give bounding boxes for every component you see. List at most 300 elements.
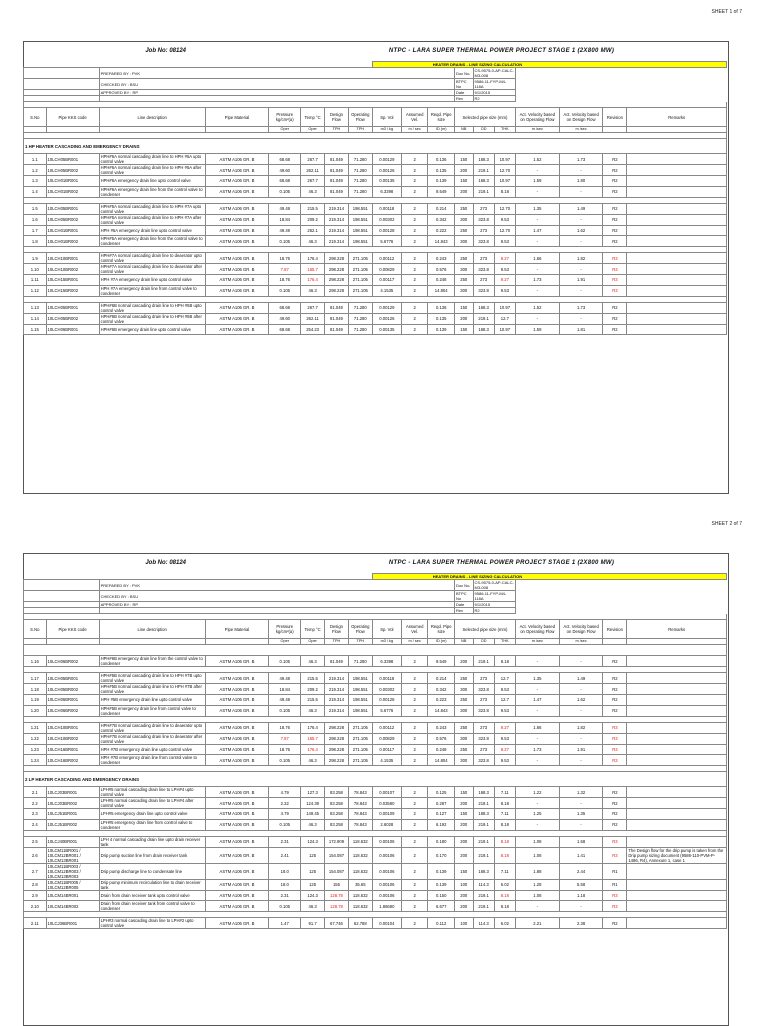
cell-rps: 14.804	[428, 755, 455, 766]
cell-mat: ASTM A106 GR. B	[205, 203, 269, 214]
remarks-cell	[627, 214, 727, 225]
cell-df: 81.049	[325, 165, 349, 176]
cell-v2: 5.58	[559, 879, 603, 890]
cell-mat: ASTM A106 GR. B	[205, 705, 269, 716]
cell-thk: 9.53	[494, 733, 515, 744]
cell-od: 219.1	[473, 798, 494, 809]
unit-cell: m /sec	[559, 127, 603, 133]
cell-od: 219.1	[473, 836, 494, 847]
cell-v1: -	[515, 705, 559, 716]
unit-cell: TPH	[325, 127, 349, 133]
cell-rev: R3	[603, 275, 627, 286]
cell-v2: 1.18	[559, 890, 603, 901]
cell-mat: ASTM A106 GR. B	[205, 744, 269, 755]
cell-nb: 200	[454, 901, 473, 912]
cell-av: 2	[401, 879, 428, 890]
cell-desc: Drip pump discharge line to condensate line	[99, 863, 205, 879]
cell-od: 273	[473, 253, 494, 264]
cell-desc: HPH#6B normal cascading drain line to HPH #5B upto control valve	[99, 302, 205, 313]
cell-t: 215.5	[301, 695, 325, 706]
cell-v1: -	[515, 755, 559, 766]
cell-mat: ASTM A106 GR. B	[205, 253, 269, 264]
cell-p: 2.32	[269, 798, 301, 809]
cell-av: 2	[401, 798, 428, 809]
cell-df: 298.228	[325, 722, 349, 733]
cell-rps: 14.804	[428, 285, 455, 296]
cell-mat: ASTM A106 GR. B	[205, 264, 269, 275]
cell-desc: HPH#7B normal cascading drain line to deaerator after control valve	[99, 733, 205, 744]
cell-df: 81.049	[325, 176, 349, 187]
cell-desc: HPH#5B emergency drain line from control valve to condenser	[99, 705, 205, 716]
unit-cell: m /sec	[515, 127, 559, 133]
cell-t: 46.3	[301, 285, 325, 296]
cell-av: 2	[401, 203, 428, 214]
cell-v1: -	[515, 186, 559, 197]
cell-sno: 2.10	[24, 901, 47, 912]
cell-df: 298.228	[325, 253, 349, 264]
rev-value: R2	[473, 608, 515, 614]
cell-of: 271.105	[348, 253, 372, 264]
cell-desc: HPH#5A normal cascading drain line to HPH #7A after control valve	[99, 214, 205, 225]
cell-df: 298.228	[325, 755, 349, 766]
cell-p: 18.76	[269, 275, 301, 286]
cell-rps: 0.127	[428, 809, 455, 820]
cell-rps: 0.243	[428, 722, 455, 733]
cell-rev: R2	[603, 809, 627, 820]
cell-v1: -	[515, 684, 559, 695]
cell-desc: HPH#7B normal cascading drain line to deaerator upto control valve	[99, 722, 205, 733]
column-header: Pipe KKS code	[46, 620, 99, 639]
cell-kks: 10LCH05BR001	[46, 673, 99, 684]
cell-p: 4.79	[269, 787, 301, 798]
cell-v1: 1.52	[515, 154, 559, 165]
cell-thk: 8.18	[494, 186, 515, 197]
cell-nb: 200	[454, 847, 473, 863]
cell-sv: 0.00117	[372, 744, 401, 755]
cell-t: 209.2	[301, 684, 325, 695]
cell-av: 2	[401, 863, 428, 879]
cell-of: 198.551	[348, 236, 372, 247]
cell-av: 2	[401, 836, 428, 847]
cell-rps: 9.549	[428, 186, 455, 197]
cell-nb: 300	[454, 264, 473, 275]
cell-of: 71.280	[348, 324, 372, 335]
cell-mat: ASTM A106 GR. B	[205, 684, 269, 695]
cell-mat: ASTM A106 GR. B	[205, 863, 269, 879]
cell-sno: 2.6	[24, 847, 47, 863]
cell-thk: 10.97	[494, 154, 515, 165]
table-row	[24, 214, 727, 225]
cell-nb: 150	[454, 302, 473, 313]
cell-rev: R1	[603, 879, 627, 890]
cell-kks: 10LCH05BR001	[46, 154, 99, 165]
table-row	[24, 285, 727, 296]
cell-sno: 1.3	[24, 176, 47, 187]
table-row	[24, 695, 727, 706]
cell-t: 125	[301, 879, 325, 890]
calc-title: HEATER DRAINS - LINE SIZING CALCULATION	[372, 574, 726, 580]
cell-nb: 300	[454, 236, 473, 247]
cell-t: 127.3	[301, 787, 325, 798]
cell-v1: 2.21	[515, 918, 559, 929]
remarks-cell	[627, 809, 727, 820]
cell-of: 62.788	[348, 918, 372, 929]
cell-od: 273	[473, 744, 494, 755]
cell-rev: R2	[603, 695, 627, 706]
cell-t: 267.7	[301, 154, 325, 165]
cell-thk: 9.53	[494, 705, 515, 716]
column-header: Line description	[99, 620, 205, 639]
cell-rev: R1	[603, 863, 627, 879]
cell-mat: ASTM A106 GR. B	[205, 214, 269, 225]
table-row	[24, 186, 727, 197]
cell-av: 2	[401, 684, 428, 695]
cell-df: 298.228	[325, 733, 349, 744]
cell-mat: ASTM A106 GR. B	[205, 186, 269, 197]
remarks-cell	[627, 203, 727, 214]
cell-sno: 1.21	[24, 722, 47, 733]
cell-nb: 150	[454, 863, 473, 879]
cell-kks: 10LCH10BR001	[46, 253, 99, 264]
cell-nb: 200	[454, 656, 473, 667]
cell-df: 154.087	[325, 847, 349, 863]
cell-t: 46.3	[301, 705, 325, 716]
cell-rps: 0.170	[428, 847, 455, 863]
remarks-cell	[627, 684, 727, 695]
cell-mat: ASTM A106 GR. B	[205, 236, 269, 247]
cell-v2: 2.44	[559, 863, 603, 879]
cell-v2: -	[559, 264, 603, 275]
cell-thk: 9.53	[494, 214, 515, 225]
cell-df: 81.049	[325, 186, 349, 197]
cell-v2: -	[559, 236, 603, 247]
cell-rev: R2	[603, 787, 627, 798]
cell-t: 46.3	[301, 236, 325, 247]
remarks-cell	[627, 673, 727, 684]
section-title: 2 LP HEATER CASCADING AND EMERGENCY DRAINS	[24, 772, 727, 787]
unit-cell: ID (m)	[428, 127, 455, 133]
cell-v2: 1.82	[559, 253, 603, 264]
cell-t: 125	[301, 863, 325, 879]
cell-sno: 1.8	[24, 236, 47, 247]
cell-av: 2	[401, 275, 428, 286]
column-header: Reqd. Pipe size	[428, 620, 455, 639]
cell-p: 68.68	[269, 324, 301, 335]
cell-desc: Drip pump suction line from drain receiver tank	[99, 847, 205, 863]
cell-thk: 9.27	[494, 253, 515, 264]
cell-desc: Drain from drain receiver tank upto control valve	[99, 890, 205, 901]
cell-od: 219.1	[473, 819, 494, 830]
cell-nb: 150	[454, 176, 473, 187]
cell-df: 219.314	[325, 684, 349, 695]
cell-kks: 10LCJ51BR001	[46, 809, 99, 820]
unit-cell: OD	[473, 639, 494, 645]
cell-kks: 10LCJ03BR002	[46, 798, 99, 809]
cell-nb: 250	[454, 744, 473, 755]
cell-kks: 10LCH05BR002	[46, 214, 99, 225]
remarks-cell	[627, 165, 727, 176]
cell-p: 4.79	[269, 809, 301, 820]
cell-t: 46.3	[301, 755, 325, 766]
cell-t: 125	[301, 847, 325, 863]
table-row	[24, 165, 727, 176]
cell-mat: ASTM A106 GR. B	[205, 165, 269, 176]
cell-mat: ASTM A106 GR. B	[205, 847, 269, 863]
cell-t: 267.7	[301, 176, 325, 187]
cell-of: 198.551	[348, 684, 372, 695]
cell-rps: 0.150	[428, 890, 455, 901]
cell-av: 2	[401, 253, 428, 264]
cell-rev: R2	[603, 176, 627, 187]
remarks-cell	[627, 302, 727, 313]
cell-df: 83.258	[325, 798, 349, 809]
column-header: Remarks	[627, 108, 727, 127]
cell-mat: ASTM A106 GR. B	[205, 890, 269, 901]
cell-thk: 12.7	[494, 673, 515, 684]
cell-v1: 1.25	[515, 809, 559, 820]
cell-v2: -	[559, 656, 603, 667]
unit-cell: ID (m)	[428, 639, 455, 645]
remarks-cell	[627, 918, 727, 929]
cell-od: 273	[473, 722, 494, 733]
cell-sno: 1.15	[24, 324, 47, 335]
cell-desc: HPH#6B normal cascading drain line to HPH #5B after control valve	[99, 313, 205, 324]
cell-of: 198.551	[348, 203, 372, 214]
cell-df: 83.258	[325, 787, 349, 798]
remarks-cell	[627, 722, 727, 733]
cell-od: 273	[473, 695, 494, 706]
cell-rev: R2	[603, 236, 627, 247]
cell-desc: LPH#5 normal cascading drain line to LPH#4 upto control valve	[99, 787, 205, 798]
cell-sv: 4.1535	[372, 755, 401, 766]
cell-df: 298.228	[325, 264, 349, 275]
cell-v1: -	[515, 313, 559, 324]
cell-v1: -	[515, 819, 559, 830]
cell-sv: 0.00126	[372, 313, 401, 324]
cell-mat: ASTM A106 GR. B	[205, 798, 269, 809]
cell-rps: 0.223	[428, 695, 455, 706]
cell-of: 71.280	[348, 176, 372, 187]
cell-p: 18.0	[269, 879, 301, 890]
cell-kks: 10LCM11BR003 / 10LCM12BR003 / 10LCM13BR003	[46, 863, 99, 879]
cell-rps: 0.136	[428, 302, 455, 313]
cell-df: 128.78	[325, 890, 349, 901]
cell-v1: 1.66	[515, 253, 559, 264]
cell-rps: 0.248	[428, 744, 455, 755]
cell-p: 0.105	[269, 755, 301, 766]
cell-od: 219.1	[473, 186, 494, 197]
cell-od: 168.3	[473, 809, 494, 820]
cell-v2: 1.49	[559, 673, 603, 684]
cell-thk: 9.53	[494, 684, 515, 695]
meta-blank	[515, 591, 726, 602]
cell-nb: 200	[454, 836, 473, 847]
column-header: Pipe KKS code	[46, 108, 99, 127]
meta-blank	[515, 79, 726, 90]
cell-av: 2	[401, 787, 428, 798]
cell-av: 2	[401, 847, 428, 863]
cell-v1: -	[515, 656, 559, 667]
cell-mat: ASTM A106 GR. B	[205, 285, 269, 296]
column-header: Operating Flow	[348, 620, 372, 639]
cell-v1: 1.88	[515, 863, 559, 879]
cell-of: 78.843	[348, 819, 372, 830]
cell-p: 0.105	[269, 656, 301, 667]
cell-av: 2	[401, 901, 428, 912]
cell-sv: 5.6776	[372, 705, 401, 716]
cell-p: 68.68	[269, 176, 301, 187]
cell-desc: HPH#6A normal cascading drain line to HPH #5A after control valve	[99, 165, 205, 176]
column-header: Line description	[99, 108, 205, 127]
cell-df: 81.049	[325, 302, 349, 313]
cell-sno: 2.11	[24, 918, 47, 929]
table-row	[24, 847, 727, 863]
meta-blank	[515, 580, 726, 591]
cell-rps: 0.136	[428, 154, 455, 165]
cell-of: 271.105	[348, 285, 372, 296]
cell-sv: 0.00135	[372, 324, 401, 335]
cell-desc: HPH#6B emergency drain line from the control valve to condenser	[99, 656, 205, 667]
cell-nb: 250	[454, 253, 473, 264]
cell-od: 168.3	[473, 176, 494, 187]
cell-kks: 10LCM14BR001	[46, 890, 99, 901]
cell-thk: 8.18	[494, 901, 515, 912]
table-row	[24, 798, 727, 809]
column-header: Assumed Vel.	[401, 620, 428, 639]
cell-thk: 9.27	[494, 722, 515, 733]
cell-sno: 1.1	[24, 154, 47, 165]
cell-thk: 10.97	[494, 324, 515, 335]
table-row	[24, 705, 727, 716]
cell-of: 271.105	[348, 264, 372, 275]
cell-mat: ASTM A106 GR. B	[205, 324, 269, 335]
btpc-value: 9586-11-FYP-M4-118A	[473, 591, 515, 602]
sheet-2	[0, 512, 768, 1024]
cell-df: 67.746	[325, 918, 349, 929]
date-label: Date	[454, 602, 473, 608]
cell-p: 49.49	[269, 225, 301, 236]
cell-od: 273	[473, 673, 494, 684]
cell-rps: 0.243	[428, 253, 455, 264]
cell-rev: R2	[603, 225, 627, 236]
cell-df: 83.258	[325, 809, 349, 820]
cell-desc: LPH#5 normal cascading drain line to LPH#4 after control valve	[99, 798, 205, 809]
cell-of: 78.843	[348, 798, 372, 809]
remarks-cell	[627, 236, 727, 247]
cell-od: 323.8	[473, 733, 494, 744]
cell-desc: HPH #5B emergency drain line upto control valve	[99, 695, 205, 706]
cell-p: 68.68	[269, 302, 301, 313]
sheet-1	[0, 0, 768, 512]
cell-desc: HPH #7A emergency drain line upto control valve	[99, 275, 205, 286]
cell-df: 172.909	[325, 836, 349, 847]
cell-rps: 14.843	[428, 705, 455, 716]
cell-sno: 1.4	[24, 186, 47, 197]
cell-od: 219.1	[473, 165, 494, 176]
cell-av: 2	[401, 324, 428, 335]
cell-v2: 1.32	[559, 787, 603, 798]
column-header: Pipe Material	[205, 108, 269, 127]
cell-v2: 1.62	[559, 225, 603, 236]
cell-thk: 10.97	[494, 302, 515, 313]
doc-no-value: CS-9575-0-AP-CALC-M3-008	[474, 68, 514, 78]
cell-v1: -	[515, 236, 559, 247]
cell-sv: 0.03580	[372, 798, 401, 809]
column-header: Revision	[603, 108, 627, 127]
table-row	[24, 890, 727, 901]
cell-t: 165.7	[301, 264, 325, 275]
cell-of: 198.551	[348, 225, 372, 236]
cell-sno: 2.7	[24, 863, 47, 879]
job-number: Job No: 08124	[145, 47, 187, 54]
cell-nb: 200	[454, 165, 473, 176]
cell-df: 219.314	[325, 673, 349, 684]
cell-nb: 200	[454, 819, 473, 830]
cell-od: 273	[473, 225, 494, 236]
cell-t: 46.3	[301, 901, 325, 912]
remarks-cell	[627, 285, 727, 296]
cell-av: 2	[401, 695, 428, 706]
cell-v2: -	[559, 165, 603, 176]
cell-thk: 7.11	[494, 787, 515, 798]
table-row	[24, 755, 727, 766]
cell-of: 271.105	[348, 744, 372, 755]
cell-sv: 0.00129	[372, 302, 401, 313]
remarks-cell	[627, 787, 727, 798]
cell-v1: 1.47	[515, 695, 559, 706]
cell-v2: 1.73	[559, 154, 603, 165]
unit-cell: m /sec	[559, 639, 603, 645]
cell-rps: 0.135	[428, 165, 455, 176]
cell-p: 2.31	[269, 890, 301, 901]
cell-rps: 0.180	[428, 836, 455, 847]
cell-nb: 150	[454, 324, 473, 335]
cell-df: 219.314	[325, 203, 349, 214]
cell-od: 219.1	[473, 901, 494, 912]
cell-kks: 10LCJ51BR002	[46, 819, 99, 830]
table-row	[24, 264, 727, 275]
cell-kks: 10LCH06BR001	[46, 324, 99, 335]
column-header: Design Flow	[325, 620, 349, 639]
table-row	[24, 836, 727, 847]
cell-df: 155	[325, 879, 349, 890]
remarks-cell	[627, 879, 727, 890]
cell-od: 273	[473, 275, 494, 286]
cell-nb: 250	[454, 225, 473, 236]
cell-mat: ASTM A106 GR. B	[205, 819, 269, 830]
calc-title: HEATER DRAINS - LINE SIZING CALCULATION	[372, 62, 726, 68]
cell-rps: 6.192	[428, 819, 455, 830]
cell-od: 323.8	[473, 705, 494, 716]
cell-v1: 1.08	[515, 847, 559, 863]
cell-t: 215.5	[301, 673, 325, 684]
column-header: Selected pipe size (mm)	[454, 108, 515, 127]
cell-desc: Drain from drain receiver tank from control valve to condenser	[99, 901, 205, 912]
cell-p: 68.68	[269, 154, 301, 165]
cell-sno: 1.10	[24, 264, 47, 275]
checked-by: CHECKED BY : BSU	[99, 79, 454, 90]
cell-nb: 250	[454, 695, 473, 706]
cell-v1: -	[515, 214, 559, 225]
cell-mat: ASTM A106 GR. B	[205, 275, 269, 286]
cell-rev: R2	[603, 798, 627, 809]
column-header: Reqd. Pipe size	[428, 108, 455, 127]
cell-p: 7.87	[269, 264, 301, 275]
table-row	[24, 236, 727, 247]
cell-sv: 0.00128	[372, 225, 401, 236]
cell-od: 323.8	[473, 684, 494, 695]
cell-sv: 0.00112	[372, 253, 401, 264]
